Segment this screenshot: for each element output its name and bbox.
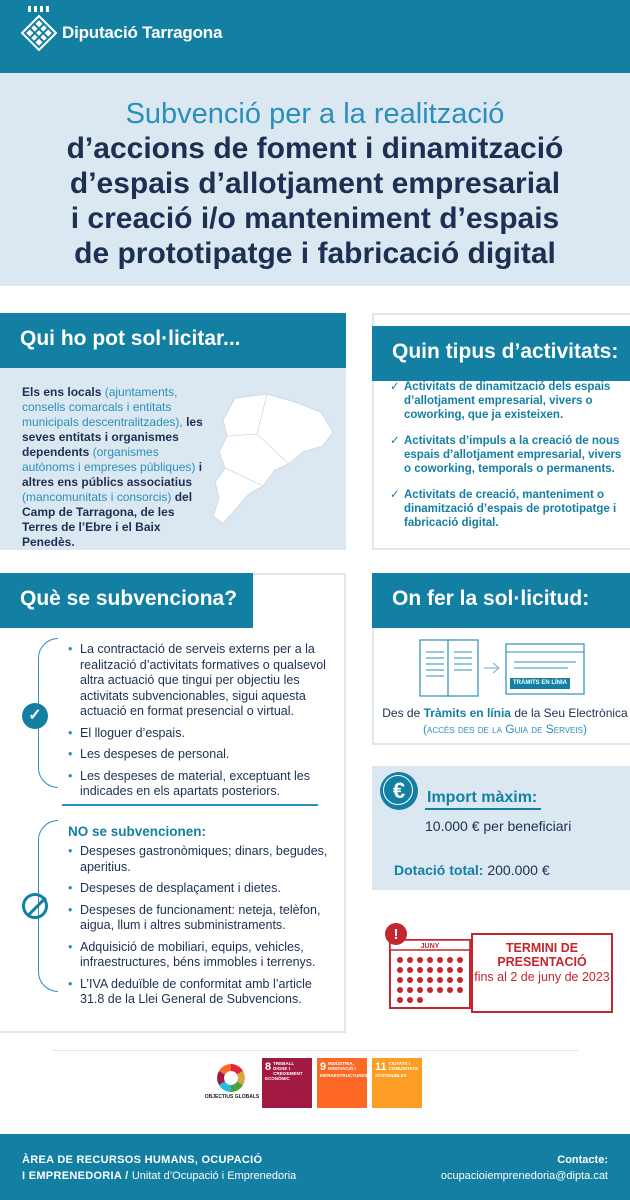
footer (0, 1134, 630, 1200)
title-line-1: Subvenció per a la realització (125, 98, 505, 130)
deadline-date: fins al 2 de juny de 2023 (474, 970, 610, 984)
title-line-4: i creació i/o manteniment d’espais (70, 202, 560, 235)
title-line-2: d’accions de foment i dinamització (66, 132, 564, 165)
tramits-link[interactable]: Tràmits en línia (423, 706, 511, 720)
on-description: Des de Tràmits en línia de la Seu Electrònica (accés des de la Guia de Serveis) (382, 706, 628, 736)
top-header-bar (0, 0, 630, 73)
tramits-badge[interactable]: TRÀMITS EN LÍNIA (510, 678, 570, 689)
region-map-icon (205, 390, 340, 530)
check-icon: ✓ (390, 489, 400, 501)
divider (62, 804, 318, 806)
sdg-tile-8: 8 TREBALL DIGNE I CREIXEMENT ECONÒMIC (262, 1058, 312, 1108)
sdg-tile-9: 9 INDÚSTRIA, INNOVACIÓ I INFRAESTRUCTURES (317, 1058, 367, 1108)
title-section (0, 73, 630, 286)
euro-icon: € (380, 772, 418, 810)
list-item: • Les despeses de material, exceptuant les indicades en els apartats posteriors. (68, 769, 332, 800)
qui-part: Els ens locals (22, 385, 102, 399)
sdg-tile-11: 11 CIUTATS I COMUNITATS SOSTENIBLES (372, 1058, 422, 1108)
access-note[interactable]: (accés des de la Guia de Serveis) (423, 722, 587, 736)
list-item: • Despeses de desplaçament i dietes. (68, 881, 332, 897)
list-item: • El lloguer d’espais. (68, 726, 332, 742)
calendar-icon (384, 922, 472, 1010)
not-subsidized-list (68, 844, 332, 1014)
on-heading: On fer la sol·licitud: (372, 573, 630, 628)
deadline-title: TERMINI DE PRESENTACIÓ (497, 941, 587, 969)
qui-heading: Qui ho pot sol·licitar... (0, 313, 346, 368)
svg-text:!: ! (393, 926, 399, 943)
crown-icon (26, 6, 54, 14)
footer-contact: Contacte: ocupacioiemprenedoria@dipta.cat (440, 1154, 608, 1182)
list-item: • Adquisició de mobiliari, equips, vehicles, infraestructures, béns immobles i terrenys. (68, 940, 332, 971)
subsidized-list (68, 642, 332, 806)
sdg-wheel-label: OBJECTIUS GLOBALS (204, 1094, 260, 1100)
list-item: • Les despeses de personal. (68, 747, 332, 763)
prohibited-icon (22, 893, 48, 919)
divider (425, 808, 541, 810)
qui-description: Els ens locals (ajuntaments, consells comarcals i entitats municipals descentralitzades), les seves entitats i organismes dependents (organismes autònoms i empreses públiques) i altres ens públics associatius (mancomunitats i consorcis) del Camp de Tarragona, de les Terres de l’Ebre i el Baix Penedès. (22, 385, 203, 549)
diputacio-logo[interactable] (20, 10, 222, 46)
divider (52, 1050, 578, 1051)
check-icon: ✓ (390, 381, 400, 393)
import-value: 10.000 € per beneficiari (425, 818, 572, 834)
title-line-5: de prototipatge i fabricació digital (74, 237, 556, 270)
list-item: • La contractació de serveis externs per a la realització d’activitats formatives o qualsevol altra actuació que tingui per objectiu les activitats subvencionables, sigui aquesta actuació en format presencial o virtual. (68, 642, 332, 720)
org-name: Diputació Tarragona (62, 23, 223, 42)
logo-grid-icon (21, 15, 58, 52)
deadline-box (471, 933, 613, 1013)
svg-text:JUNY: JUNY (420, 943, 440, 950)
check-icon: ✓ (390, 435, 400, 447)
list-item: ✓ Activitats d’impuls a la creació de nous espais d’allotjament empresarial, vivers o coworking, temporals o permanents. (390, 435, 622, 475)
tipus-list (390, 380, 622, 542)
contact-email[interactable]: ocupacioiemprenedoria@dipta.cat (440, 1170, 608, 1182)
list-item: ✓ Activitats de creació, manteniment o dinamització d’espais de prototipatge i fabricació digital. (390, 489, 617, 529)
not-subsidized-title: NO se subvencionen: (68, 824, 207, 839)
list-item: ✓ Activitats de dinamització dels espais d’allotjament empresarial, vivers o coworking, que ja existeixen. (390, 381, 611, 421)
checkmark-circle-icon: ✓ (22, 703, 48, 729)
title-line-3: d’espais d’allotjament empresarial (69, 167, 561, 200)
list-item: • Despeses de funcionament: neteja, telèfon, aigua, llum i altres subministraments. (68, 903, 332, 934)
list-item: • Despeses gastronòmiques; dinars, begudes, aperitius. (68, 844, 332, 875)
import-label: Import màxim: (427, 789, 538, 806)
list-item: • L’IVA deduïble de conformitat amb l’article 31.8 de la Llei General de Subvencions. (68, 977, 332, 1008)
dotacio-total: Dotació total: 200.000 € (394, 862, 550, 878)
que-heading: Què se subvenciona? (0, 573, 253, 628)
footer-department: ÀREA DE RECURSOS HUMANS, OCUPACIÓ I EMPRENEDORIA / Unitat d’Ocupació i Emprenedoria (22, 1154, 297, 1182)
tipus-heading: Quin tipus d’activitats: (372, 326, 630, 381)
